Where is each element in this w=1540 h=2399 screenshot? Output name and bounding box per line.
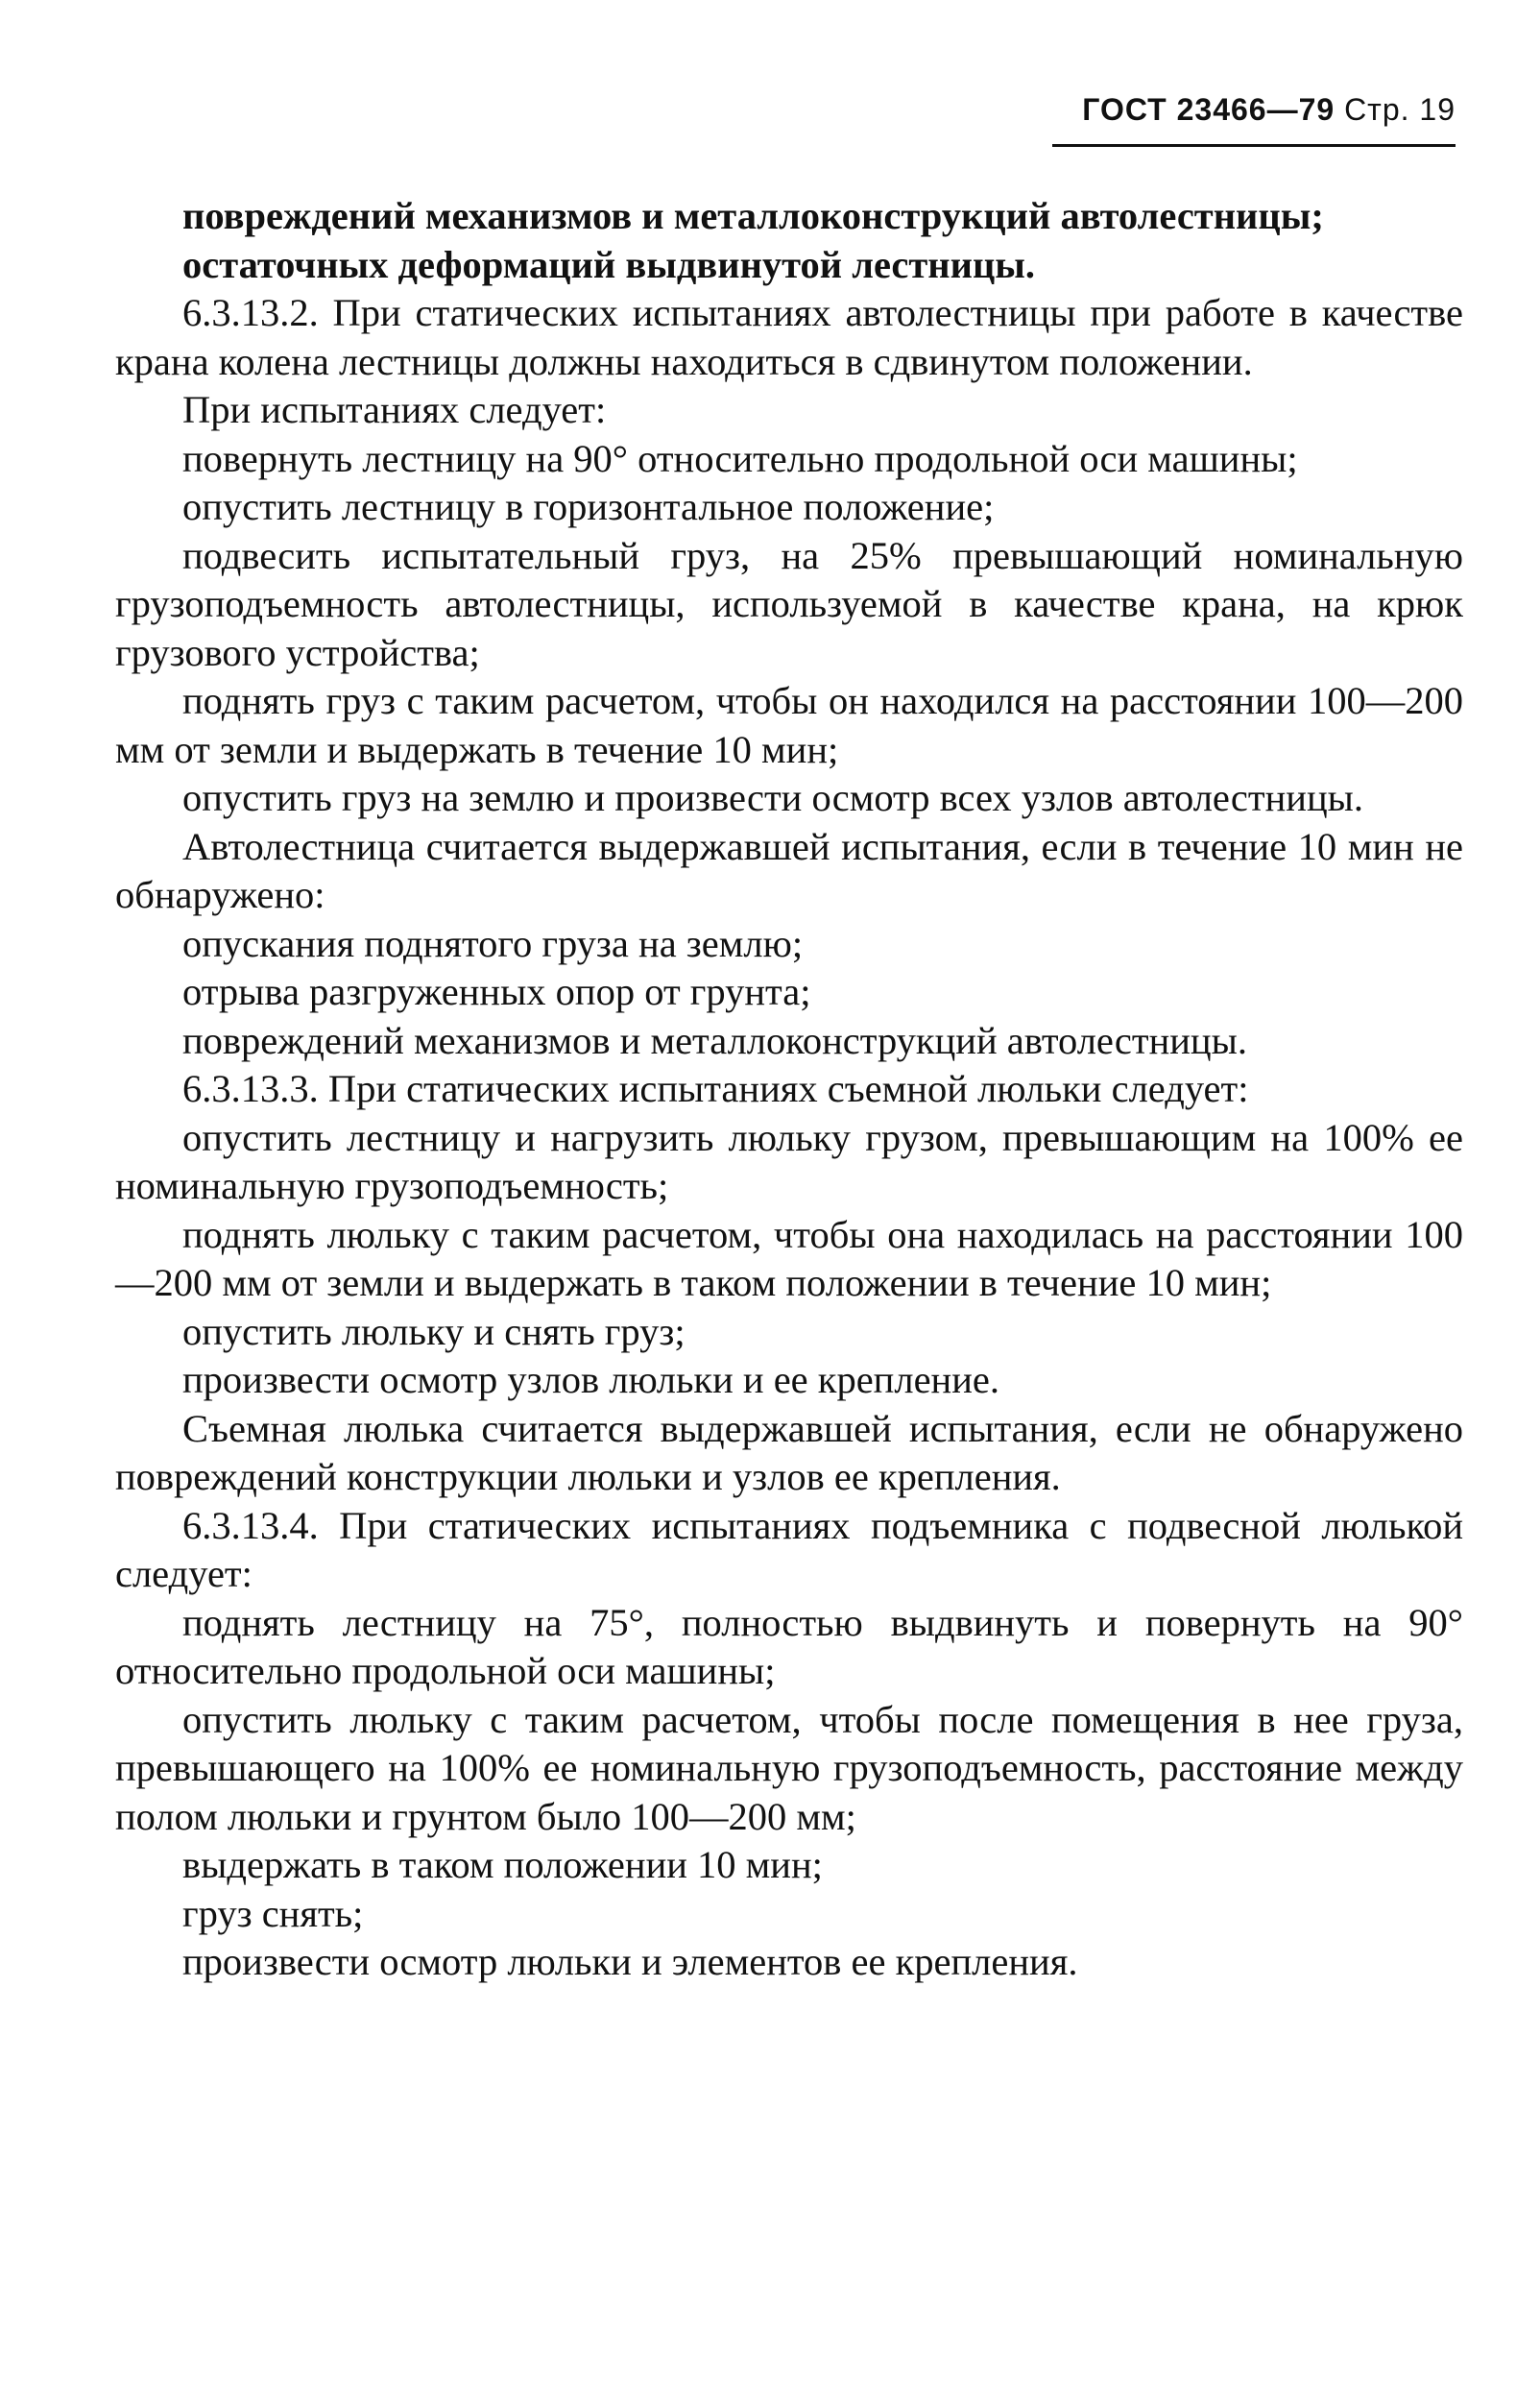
paragraph: подвесить испытательный груз, на 25% превышающий номинальную грузоподъемность автолестницы, используемой в качестве крана, на крюк грузового устройства; xyxy=(115,533,1463,674)
paragraph: повреждений механизмов и металлоконструкций автолестницы; xyxy=(182,194,1324,237)
page-number: Стр. 19 xyxy=(1344,92,1456,127)
paragraph: При испытаниях следует: xyxy=(182,388,607,431)
paragraph: Автолестница считается выдержавшей испытания, если в течение 10 мин не обнаружено: xyxy=(115,824,1463,916)
header-rule xyxy=(1052,144,1456,147)
document-body xyxy=(115,192,1463,1987)
paragraph: опустить люльку и снять груз; xyxy=(182,1309,686,1353)
section-6-3-13-4: 6.3.13.4. При статических испытаниях подъемника с подвесной люлькой следует: xyxy=(115,1503,1463,1595)
paragraph: поднять лестницу на 75°, полностью выдвинуть и повернуть на 90° относительно продольной оси машины; xyxy=(115,1600,1463,1692)
paragraph: выдержать в таком положении 10 мин; xyxy=(182,1843,823,1886)
paragraph: произвести осмотр узлов люльки и ее крепление. xyxy=(182,1358,999,1401)
paragraph: опустить груз на землю и произвести осмотр всех узлов автолестницы. xyxy=(182,776,1363,819)
standard-number: ГОСТ 23466—79 xyxy=(1082,92,1335,127)
paragraph: опустить лестницу в горизонтальное положение; xyxy=(182,485,995,528)
paragraph: остаточных деформаций выдвинутой лестницы. xyxy=(182,242,1036,286)
paragraph: поднять люльку с таким расчетом, чтобы она находилась на расстоянии 100—200 мм от земли и выдержать в таком положении в течение 10 мин; xyxy=(115,1212,1463,1304)
paragraph: Съемная люлька считается выдержавшей испытания, если не обнаружено повреждений конструкции люльки и узлов ее крепления. xyxy=(115,1406,1463,1498)
paragraph: поднять груз с таким расчетом, чтобы он находился на расстоянии 100—200 мм от земли и выдержать в течение 10 мин; xyxy=(115,679,1463,771)
paragraph: повреждений механизмов и металлоконструкций автолестницы. xyxy=(182,1018,1247,1062)
paragraph: опустить лестницу и нагрузить люльку грузом, превышающим на 100% ее номинальную грузоподъемность; xyxy=(115,1115,1463,1207)
paragraph: опустить люльку с таким расчетом, чтобы после помещения в нее груза, превышающего на 100% ее номинальную грузоподъемность, расстояние между полом люльки и грунтом было 100—200 мм; xyxy=(115,1697,1463,1838)
paragraph: опускания поднятого груза на землю; xyxy=(182,921,804,965)
paragraph: повернуть лестницу на 90° относительно продольной оси машины; xyxy=(182,436,1298,480)
paragraph: произвести осмотр люльки и элементов ее крепления. xyxy=(182,1940,1078,1983)
paragraph: груз снять; xyxy=(182,1891,364,1935)
paragraph: отрыва разгруженных опор от грунта; xyxy=(182,970,811,1013)
section-6-3-13-3: 6.3.13.3. При статических испытаниях съемной люльки следует: xyxy=(182,1067,1249,1110)
page-header xyxy=(1052,92,1456,128)
section-6-3-13-2: 6.3.13.2. При статических испытаниях автолестницы при работе в качестве крана колена лестницы должны находиться в сдвинутом положении. xyxy=(115,291,1463,383)
